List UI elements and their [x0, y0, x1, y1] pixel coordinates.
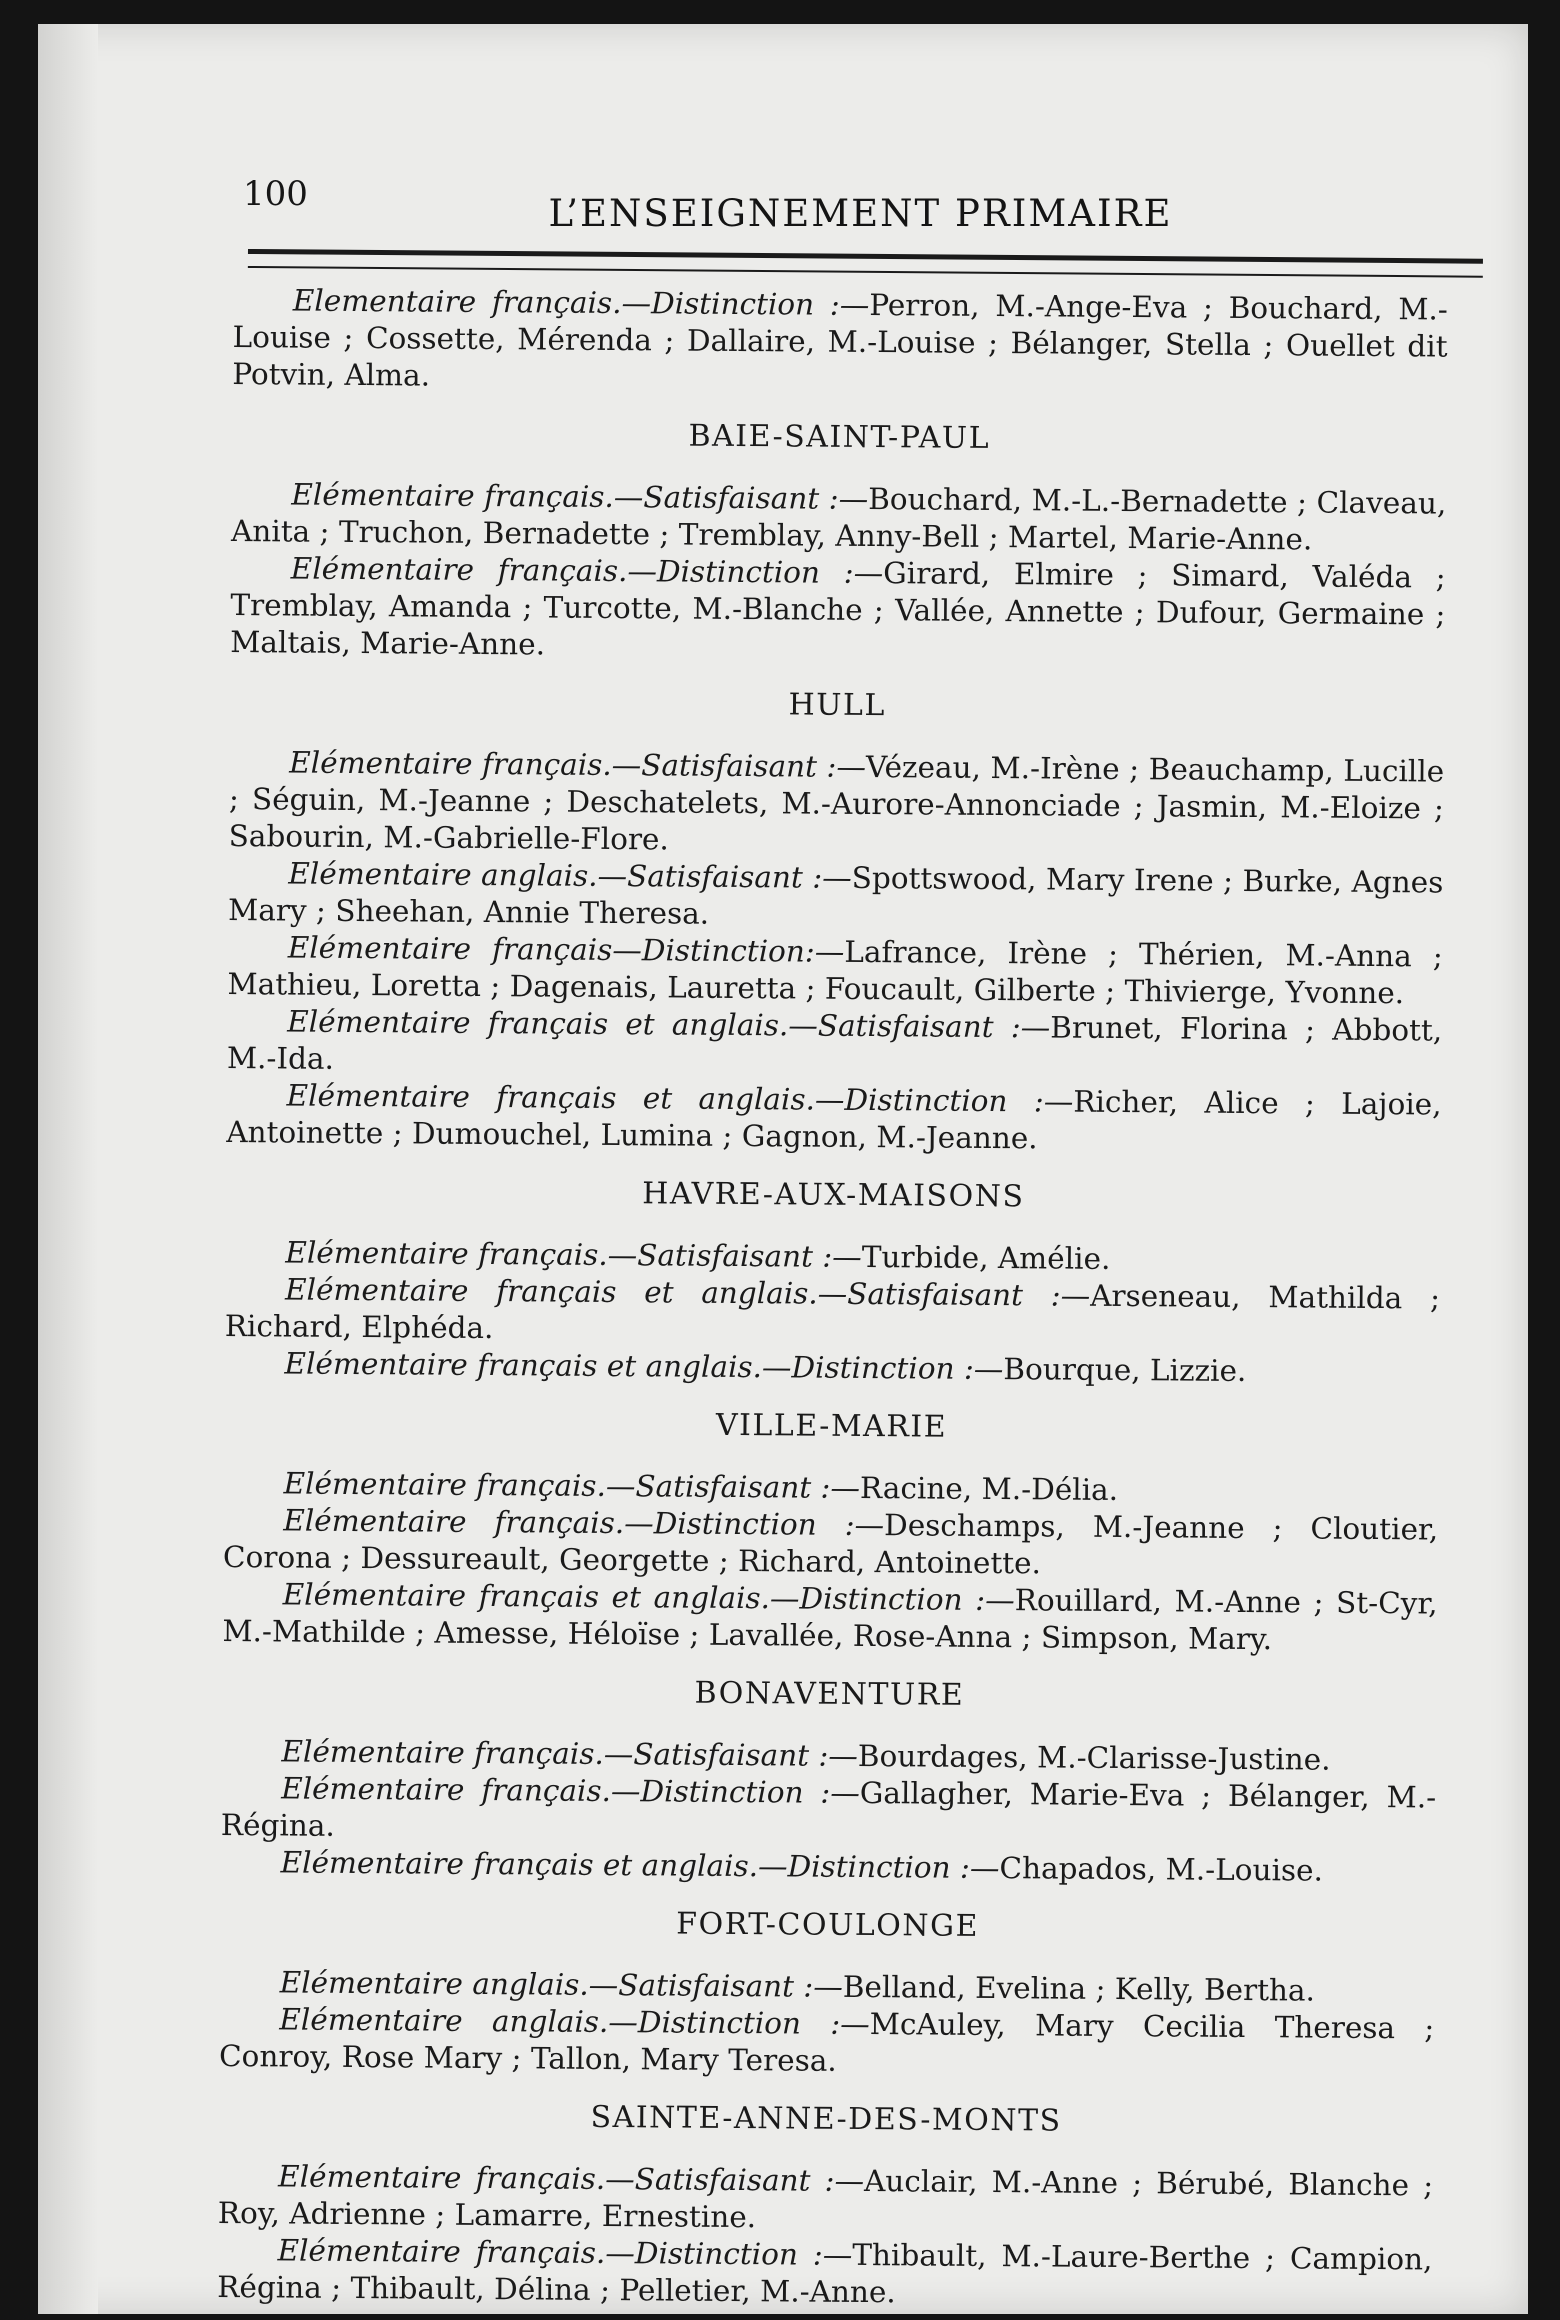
page-body — [217, 282, 1448, 2314]
place-heading: BONAVENTURE — [694, 1675, 965, 1713]
candidate-names: Richer, Alice ; Lajoie, Antoinette ; Dumouchel, Lumina ; Gagnon, M.-Jeanne. — [226, 1084, 1442, 1156]
exam-category-label: Elémentaire français.—Satisfaisant :— — [285, 1235, 862, 1274]
results-section — [217, 2097, 1434, 2314]
exam-result-entry — [227, 929, 1443, 1013]
candidate-names: Thibault, M.-Laure-Berthe ; Campion, Régina ; Thibault, Délina ; Pelletier, M.-Anne. — [217, 2237, 1433, 2310]
candidate-names: Arseneau, Mathilda ; Richard, Elphéda. — [224, 1278, 1441, 1346]
place-heading: BAIE-SAINT-PAUL — [688, 418, 991, 456]
results-section — [232, 282, 1448, 403]
candidate-names: Girard, Elmire ; Simard, Valéda ; Tremblay, Amanda ; Turcotte, M.-Blanche ; Vallée, Annette ; Dufour, Germaine ; Maltais, Marie-Anne. — [230, 556, 1446, 662]
candidate-names: Lafrance, Irène ; Thérien, M.-Anna ; Mathieu, Loretta ; Dagenais, Lauretta ; Foucault, Gilberte ; Thivierge, Yvonne. — [227, 934, 1443, 1011]
exam-category-label: Elémentaire anglais.—Satisfaisant :— — [288, 856, 852, 895]
place-heading: FORT-COULONGE — [676, 1906, 980, 1944]
exam-category-label: Elémentaire anglais.—Distinction :— — [279, 2002, 870, 2042]
candidate-names: Turbide, Amélie. — [861, 1239, 1111, 1276]
exam-category-label: Elémentaire français et anglais.—Satisfaisant :— — [284, 1272, 1091, 1313]
candidate-names: Deschamps, M.-Jeanne ; Cloutier, Corona ; Dessureault, Georgette ; Richard, Antoinette. — [222, 1508, 1439, 1581]
exam-result-entry — [222, 1576, 1438, 1660]
exam-category-label: Elémentaire français—Distinction:— — [287, 930, 845, 969]
candidate-names: Racine, M.-Délia. — [859, 1470, 1119, 1507]
exam-category-label: Elémentaire français.—Satisfaisant :— — [289, 745, 867, 784]
results-section — [220, 1672, 1437, 1891]
exam-category-label: Elémentaire français.—Distinction :— — [277, 2233, 853, 2272]
exam-category-label: Elémentaire français et anglais.—Distinction :— — [280, 1845, 1000, 1886]
exam-category-label: Elementaire français.—Distinction :— — [292, 283, 870, 322]
place-heading: SAINTE-ANNE-DES-MONTS — [590, 2099, 1062, 2139]
exam-result-entry — [228, 744, 1444, 865]
candidate-names: Belland, Evelina ; Kelly, Bertha. — [842, 1969, 1316, 2008]
exam-result-entry — [217, 2232, 1433, 2314]
exam-category-label: Elémentaire français.—Satisfaisant :— — [281, 1734, 858, 1773]
exam-category-label: Elémentaire français et anglais.—Distinction :— — [284, 1346, 1004, 1387]
candidate-names: McAuley, Mary Cecilia Theresa ; Conroy, Rose Mary ; Tallon, Mary Teresa. — [218, 2007, 1435, 2078]
candidate-names: Gallagher, Marie-Eva ; Bélanger, M.-Régina. — [220, 1775, 1437, 1843]
exam-category-label: Elémentaire anglais.—Satisfaisant :— — [279, 1965, 843, 2004]
place-heading: VILLE-MARIE — [715, 1407, 948, 1445]
candidate-names: Perron, M.-Ange-Eva ; Bouchard, M.-Louise ; Cossette, Mérenda ; Dallaire, M.-Louise ; Bélanger, Stella ; Ouellet dit Potvin, Alma. — [232, 287, 1448, 393]
exam-category-label: Elémentaire français et anglais.—Distinction :— — [282, 1577, 1015, 1618]
candidate-names: Vézeau, M.-Irène ; Beauchamp, Lucille ; Séguin, M.-Jeanne ; Deschatelets, M.-Aurore-Annonciade ; Jasmin, M.-Eloize ; Sabourin, M.-Gabrielle-Flore. — [228, 749, 1445, 857]
candidate-names: Bouchard, M.-L.-Bernadette ; Claveau, Anita ; Truchon, Bernadette ; Tremblay, Anny-Bell ; Martel, Marie-Anne. — [230, 481, 1447, 557]
exam-result-entry — [221, 1770, 1437, 1854]
exam-result-entry — [226, 1077, 1442, 1161]
candidate-names: Auclair, M.-Anne ; Bérubé, Blanche ; Roy, Adrienne ; Lamarre, Ernestine. — [217, 2164, 1434, 2235]
exam-category-label: Elémentaire français.—Distinction :— — [290, 551, 884, 591]
exam-result-entry — [232, 282, 1448, 403]
candidate-names: Bourdages, M.-Clarisse-Justine. — [857, 1738, 1331, 1777]
exam-result-entry — [227, 1003, 1443, 1087]
exam-category-label: Elémentaire français.—Distinction :— — [283, 1503, 885, 1543]
running-title: L’ENSEIGNEMENT PRIMAIRE — [548, 192, 1173, 235]
results-section — [222, 1404, 1439, 1660]
exam-category-label: Elémentaire français.—Satisfaisant :— — [283, 1466, 861, 1505]
place-heading: HAVRE-AUX-MAISONS — [642, 1176, 1025, 1215]
results-section — [219, 1903, 1435, 2085]
results-section — [226, 683, 1445, 1161]
candidate-names: Bourque, Lizzie. — [1003, 1352, 1247, 1388]
exam-result-entry — [218, 2158, 1434, 2242]
exam-result-entry — [219, 2001, 1435, 2085]
exam-category-label: Elémentaire français.—Satisfaisant :— — [291, 477, 869, 516]
candidate-names: Spottswood, Mary Irene ; Burke, Agnes Mary ; Sheehan, Annie Theresa. — [227, 860, 1444, 931]
exam-result-entry — [228, 855, 1444, 939]
results-section — [230, 415, 1447, 671]
exam-category-label: Elémentaire français et anglais.—Satisfaisant :— — [287, 1004, 1051, 1045]
exam-category-label: Elémentaire français et anglais.—Distinction :— — [286, 1078, 1074, 1119]
exam-result-entry — [223, 1502, 1439, 1586]
exam-result-entry — [230, 550, 1446, 671]
scanned-page — [38, 24, 1528, 2314]
header-double-rule — [248, 249, 1483, 278]
exam-category-label: Elémentaire français.—Distinction :— — [281, 1771, 860, 1810]
exam-category-label: Elémentaire français.—Satisfaisant :— — [277, 2159, 865, 2199]
page-gutter-shadow — [38, 24, 98, 2314]
candidate-names: Brunet, Florina ; Abbott, M.-Ida. — [226, 1010, 1443, 1076]
page-header — [243, 174, 1478, 244]
exam-result-entry — [225, 1271, 1441, 1355]
results-section — [224, 1173, 1441, 1392]
candidate-names: Rouillard, M.-Anne ; St-Cyr, M.-Mathilde ; Amesse, Héloïse ; Lavallée, Rose-Anna ; Simpson, Mary. — [222, 1583, 1438, 1657]
page-number: 100 — [243, 174, 308, 214]
place-heading: HULL — [788, 687, 886, 724]
exam-result-entry — [231, 476, 1447, 560]
candidate-names: Chapados, M.-Louise. — [999, 1851, 1324, 1888]
